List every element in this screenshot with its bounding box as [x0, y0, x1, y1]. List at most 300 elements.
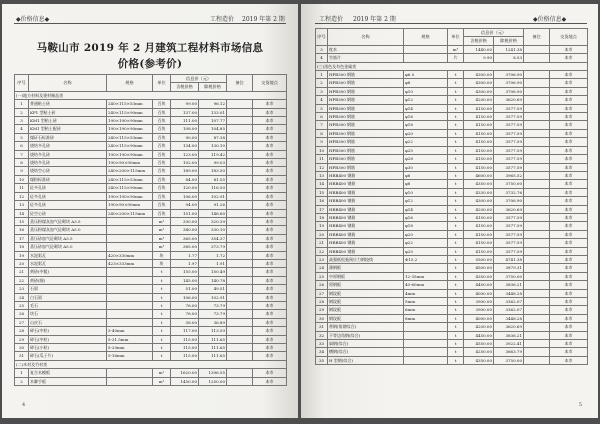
row-place: 本市 — [550, 71, 588, 79]
table-row — [316, 222, 588, 230]
row-spec — [107, 268, 153, 276]
table-row — [15, 293, 287, 301]
row-remark — [227, 142, 253, 150]
row-name: 烧结多孔砖 — [29, 142, 107, 150]
row-incl-tax: 76.00 — [171, 301, 199, 309]
table-row — [15, 226, 287, 234]
row-remark — [524, 222, 550, 230]
row-seq: 29 — [15, 335, 29, 343]
row-incl-tax: 108.00 — [171, 125, 199, 133]
row-unit: 百块 — [153, 184, 171, 192]
row-remark — [524, 255, 550, 263]
row-excl-tax: 102.91 — [199, 293, 227, 301]
col-price-group: 信息价（元） — [464, 29, 524, 37]
row-unit: m³ — [448, 45, 464, 53]
row-spec: 240×115×53mm — [107, 175, 153, 183]
row-spec: 423×333mm — [107, 259, 153, 267]
row-remark — [227, 209, 253, 217]
row-name: 槽钢(综合) — [328, 348, 404, 356]
row-seq: 12 — [316, 163, 328, 171]
row-spec: φ16 — [404, 213, 448, 221]
row-remark — [524, 264, 550, 272]
row-name: 竹筋片 — [328, 54, 404, 62]
row-incl-tax: 4350.00 — [464, 180, 494, 188]
row-place: 本市 — [550, 289, 588, 297]
row-spec: 240×115×53mm — [107, 100, 153, 108]
row-remark — [524, 104, 550, 112]
row-place: 本市 — [550, 79, 588, 87]
row-place: 本市 — [550, 197, 588, 205]
row-unit: t — [153, 310, 171, 318]
row-incl-tax: 106.00 — [171, 192, 199, 200]
row-excl-tax: 3706.90 — [494, 87, 524, 95]
row-name: HRB400 钢筋 — [328, 197, 404, 205]
row-excl-tax: 183.50 — [199, 167, 227, 175]
table-row — [15, 100, 287, 108]
table-row — [15, 150, 287, 158]
row-seq: 18 — [15, 243, 29, 251]
row-unit: t — [448, 171, 464, 179]
row-place: 本市 — [253, 318, 287, 326]
row-place: 本市 — [550, 213, 588, 221]
row-remark — [227, 175, 253, 183]
row-name: 水泥彩瓦 — [29, 251, 107, 259]
row-seq: 7 — [15, 150, 29, 158]
row-incl-tax: 99.00 — [171, 100, 199, 108]
row-excl-tax: 3577.59 — [494, 230, 524, 238]
table-row — [316, 298, 588, 306]
row-remark — [227, 251, 253, 259]
row-incl-tax: 4200.00 — [464, 205, 494, 213]
row-place: 本市 — [550, 188, 588, 196]
row-place: 本市 — [253, 217, 287, 225]
row-name: 黄砂(细) — [29, 276, 107, 284]
row-unit: t — [448, 348, 464, 356]
row-name: HRB400 钢筋 — [328, 230, 404, 238]
row-seq: 18 — [316, 213, 328, 221]
row-name: HRB400 钢筋 — [328, 171, 404, 179]
row-seq: 14 — [15, 209, 29, 217]
row-excl-tax: 3750.00 — [494, 356, 524, 364]
row-unit: 百块 — [153, 175, 171, 183]
row-name: HPB300 钢筋 — [328, 129, 404, 137]
table-row — [316, 323, 588, 331]
row-incl-tax: 115.00 — [171, 352, 199, 360]
row-seq: 28 — [15, 327, 29, 335]
row-incl-tax: 120.00 — [171, 184, 199, 192]
row-seq: 23 — [15, 285, 29, 293]
row-unit: t — [448, 314, 464, 322]
row-remark — [227, 243, 253, 251]
row-excl-tax: 1.91 — [199, 259, 227, 267]
row-name: 烧结多孔砖 — [29, 159, 107, 167]
row-incl-tax: 365.00 — [171, 234, 199, 242]
row-excl-tax: 1396.55 — [199, 369, 227, 377]
row-place: 本市 — [253, 377, 287, 385]
table-row — [15, 209, 287, 217]
row-seq: 8 — [316, 129, 328, 137]
row-excl-tax: 73.79 — [199, 310, 227, 318]
row-excl-tax: 1241.38 — [494, 45, 524, 53]
row-place: 本市 — [550, 281, 588, 289]
row-spec: φ16 — [404, 113, 448, 121]
row-unit: t — [448, 222, 464, 230]
right-header-badge: ◆价格信息◆ — [533, 16, 567, 23]
row-place: 本市 — [253, 142, 287, 150]
row-incl-tax: 4150.00 — [464, 129, 494, 137]
table-row — [316, 129, 588, 137]
row-place: 本市 — [550, 54, 588, 62]
row-seq: 21 — [15, 268, 29, 276]
row-spec: φ25 — [404, 247, 448, 255]
row-incl-tax: 90.00 — [171, 133, 199, 141]
row-remark — [524, 239, 550, 247]
row-place: 本市 — [253, 259, 287, 267]
right-page-number: 5 — [578, 402, 582, 408]
row-incl-tax: 330.00 — [171, 217, 199, 225]
row-place: 本市 — [253, 184, 287, 192]
row-seq: 17 — [316, 205, 328, 213]
row-unit: 百块 — [153, 159, 171, 167]
row-remark — [227, 234, 253, 242]
row-seq: 9 — [316, 138, 328, 146]
table-row — [316, 255, 588, 263]
row-place: 本市 — [253, 276, 287, 284]
row-seq: 13 — [15, 201, 29, 209]
row-incl-tax: 1440.00 — [464, 45, 494, 53]
row-place: 本市 — [550, 323, 588, 331]
row-unit: 百块 — [153, 133, 171, 141]
row-spec: φ8 — [404, 79, 448, 87]
row-seq: 2 — [15, 108, 29, 116]
row-spec — [107, 369, 153, 377]
row-seq: 13 — [316, 171, 328, 179]
row-incl-tax: 4150.00 — [464, 213, 494, 221]
row-seq: 28 — [316, 298, 328, 306]
row-excl-tax: 1250.00 — [199, 377, 227, 385]
row-seq: 20 — [316, 230, 328, 238]
row-place: 本市 — [253, 234, 287, 242]
row-incl-tax: 4600.00 — [464, 171, 494, 179]
table-row — [316, 230, 588, 238]
row-incl-tax: 4300.00 — [464, 197, 494, 205]
row-name: 普通粘土砖 — [29, 100, 107, 108]
row-unit: 百块 — [153, 167, 171, 175]
row-excl-tax: 36.89 — [199, 318, 227, 326]
row-incl-tax: 4250.00 — [464, 348, 494, 356]
row-seq: 26 — [15, 310, 29, 318]
row-name: 砼多孔砖 — [29, 184, 107, 192]
row-seq: 34 — [316, 348, 328, 356]
left-header-journal: 工程造价 — [210, 16, 235, 23]
left-price-table — [14, 74, 287, 386]
row-excl-tax: 3620.69 — [494, 323, 524, 331]
table-row — [316, 356, 588, 364]
row-spec: φ22 — [404, 239, 448, 247]
row-incl-tax: 4150.00 — [464, 113, 494, 121]
row-excl-tax: 3750.00 — [494, 272, 524, 280]
row-remark — [227, 285, 253, 293]
row-spec: 240×200×115mm — [107, 209, 153, 217]
row-seq: 14 — [316, 180, 328, 188]
row-name: 块石 — [29, 310, 107, 318]
row-spec: 240×200×115mm — [107, 167, 153, 175]
table-row — [316, 306, 588, 314]
row-spec: 8mm — [404, 314, 448, 322]
row-remark — [227, 318, 253, 326]
row-incl-tax: 111.00 — [171, 117, 199, 125]
row-name: 高强低松弛预应力钢绞线 — [328, 255, 404, 263]
row-incl-tax: 1450.00 — [171, 377, 199, 385]
row-place: 本市 — [253, 293, 287, 301]
row-excl-tax: 3577.59 — [494, 138, 524, 146]
row-remark — [524, 340, 550, 348]
row-excl-tax: 3448.28 — [494, 314, 524, 322]
row-excl-tax: 8.53 — [494, 54, 524, 62]
row-seq: 7 — [316, 121, 328, 129]
table-row — [316, 121, 588, 129]
row-excl-tax: 3577.59 — [494, 163, 524, 171]
row-spec: 190×90×90mm — [107, 159, 153, 167]
row-spec — [107, 285, 153, 293]
row-incl-tax: 4330.00 — [464, 188, 494, 196]
row-incl-tax: 4500.00 — [464, 264, 494, 272]
col-excl-tax: 除税价格 — [199, 83, 227, 91]
row-spec — [404, 331, 448, 339]
row-unit: t — [448, 213, 464, 221]
table-row — [15, 327, 287, 335]
row-name: 碎石(中粒) — [29, 327, 107, 335]
right-header-journal: 工程造价 — [319, 16, 344, 23]
row-unit: m² — [153, 369, 171, 377]
row-spec — [107, 217, 153, 225]
row-remark — [227, 133, 253, 141]
table-row — [15, 234, 287, 242]
table-row — [15, 318, 287, 326]
row-place: 本市 — [253, 251, 287, 259]
row-spec: 5mm — [404, 298, 448, 306]
row-remark — [227, 377, 253, 385]
row-place: 本市 — [253, 192, 287, 200]
row-excl-tax: 96.12 — [199, 100, 227, 108]
table-row — [15, 259, 287, 267]
row-remark — [227, 201, 253, 209]
col-excl-tax: 除税价格 — [494, 37, 524, 45]
left-header-badge: ◆价格信息◆ — [16, 16, 50, 23]
row-seq: 27 — [316, 289, 328, 297]
table-row — [15, 285, 287, 293]
col-remark: 备注 — [524, 29, 550, 46]
row-seq: 20 — [15, 259, 29, 267]
row-place: 本市 — [550, 272, 588, 280]
col-seq: 序号 — [15, 75, 29, 92]
row-seq: 30 — [316, 314, 328, 322]
row-place: 本市 — [550, 306, 588, 314]
row-excl-tax: 1.72 — [199, 251, 227, 259]
row-excl-tax: 3448.28 — [494, 289, 524, 297]
table-row — [15, 133, 287, 141]
row-unit: t — [153, 301, 171, 309]
row-name: 石屑 — [29, 285, 107, 293]
col-seq: 序号 — [316, 29, 328, 46]
table-row — [15, 125, 287, 133]
row-excl-tax: 3706.90 — [494, 197, 524, 205]
row-spec: φ6 — [404, 171, 448, 179]
row-unit: t — [448, 205, 464, 213]
row-excl-tax: 3577.59 — [494, 222, 524, 230]
row-seq: 21 — [316, 239, 328, 247]
row-remark — [524, 314, 550, 322]
row-name: 砼多孔砖 — [29, 192, 107, 200]
row-remark — [227, 159, 253, 167]
col-incl-tax: 含税价格 — [171, 83, 199, 91]
row-name: HRB400 钢筋 — [328, 213, 404, 221]
row-incl-tax: 51.00 — [171, 285, 199, 293]
row-remark — [524, 180, 550, 188]
row-remark — [227, 310, 253, 318]
row-unit: 百块 — [153, 192, 171, 200]
row-place: 本市 — [253, 175, 287, 183]
row-place: 本市 — [550, 340, 588, 348]
row-incl-tax: 84.00 — [171, 175, 199, 183]
table-row — [15, 251, 287, 259]
row-unit: 百块 — [153, 117, 171, 125]
table-row — [15, 268, 287, 276]
row-place: 本市 — [550, 87, 588, 95]
row-incl-tax: 189.00 — [171, 167, 199, 175]
row-name: 砼多孔砖 — [29, 201, 107, 209]
row-remark — [227, 217, 253, 225]
row-spec — [107, 293, 153, 301]
row-unit: t — [448, 298, 464, 306]
row-name: 砼空心砖 — [29, 209, 107, 217]
row-incl-tax: 4300.00 — [464, 87, 494, 95]
row-excl-tax: 3922.41 — [494, 340, 524, 348]
row-excl-tax: 3836.21 — [494, 331, 524, 339]
table-row — [316, 264, 588, 272]
table-row — [15, 217, 287, 225]
row-unit: m³ — [153, 217, 171, 225]
row-spec — [107, 276, 153, 284]
row-place: 本市 — [550, 239, 588, 247]
section-row — [15, 91, 287, 99]
row-remark — [524, 230, 550, 238]
row-unit: 百块 — [153, 201, 171, 209]
row-remark — [524, 54, 550, 62]
row-incl-tax: 4200.00 — [464, 323, 494, 331]
row-excl-tax: 3362.07 — [494, 306, 524, 314]
row-seq: 19 — [316, 222, 328, 230]
table-row — [15, 117, 287, 125]
document-title-line1: 马鞍山市 2019 年 2 月建筑工程材料市场信息 — [36, 42, 264, 54]
row-unit: t — [153, 335, 171, 343]
row-name: HPB300 钢筋 — [328, 121, 404, 129]
row-remark — [227, 352, 253, 360]
row-remark — [227, 226, 253, 234]
row-seq: 23 — [316, 255, 328, 263]
row-unit: t — [448, 104, 464, 112]
row-place: 本市 — [550, 121, 588, 129]
row-name: H 型钢(综合) — [328, 356, 404, 364]
section-row — [15, 360, 287, 368]
row-remark — [524, 323, 550, 331]
row-spec — [404, 45, 448, 53]
row-unit: 百块 — [153, 142, 171, 150]
row-incl-tax: 4150.00 — [464, 163, 494, 171]
row-seq: 1 — [15, 369, 29, 377]
row-excl-tax: 3577.59 — [494, 239, 524, 247]
row-name: 枕木 — [328, 45, 404, 53]
row-remark — [524, 356, 550, 364]
row-seq: 15 — [15, 217, 29, 225]
row-excl-tax: 111.65 — [199, 344, 227, 352]
row-incl-tax: 4150.00 — [464, 239, 494, 247]
col-place: 交货地点 — [550, 29, 588, 46]
row-incl-tax: 3900.00 — [464, 298, 494, 306]
row-spec — [404, 356, 448, 364]
row-spec — [107, 301, 153, 309]
row-remark — [524, 306, 550, 314]
row-spec: φ6.5 — [404, 71, 448, 79]
row-unit: 百块 — [153, 100, 171, 108]
row-place: 本市 — [253, 344, 287, 352]
row-incl-tax: 115.00 — [171, 335, 199, 343]
row-spec — [404, 54, 448, 62]
row-incl-tax: 1.77 — [171, 251, 199, 259]
row-seq: 29 — [316, 306, 328, 314]
row-name: 山皮石 — [29, 318, 107, 326]
row-name: HRB400 钢筋 — [328, 222, 404, 230]
row-incl-tax: 4150.00 — [464, 230, 494, 238]
row-unit: t — [153, 344, 171, 352]
row-place: 本市 — [550, 264, 588, 272]
row-remark — [524, 205, 550, 213]
table-row — [316, 138, 588, 146]
row-remark — [524, 298, 550, 306]
col-spec: 规格 — [404, 29, 448, 46]
row-remark — [524, 247, 550, 255]
row-incl-tax: 4150.00 — [464, 222, 494, 230]
row-place: 本市 — [253, 352, 287, 360]
row-remark — [524, 129, 550, 137]
row-excl-tax: 150.49 — [199, 268, 227, 276]
row-place: 本市 — [550, 104, 588, 112]
row-place: 本市 — [550, 298, 588, 306]
row-name: 复合木模板 — [29, 369, 107, 377]
section-title: (二)木材及竹材类 — [15, 360, 287, 368]
row-name: HPB300 钢筋 — [328, 96, 404, 104]
table-row — [15, 159, 287, 167]
table-row — [15, 377, 287, 385]
row-excl-tax: 373.79 — [199, 243, 227, 251]
row-excl-tax: 3577.59 — [494, 129, 524, 137]
row-seq: 3 — [316, 87, 328, 95]
row-spec — [107, 243, 153, 251]
row-remark — [524, 188, 550, 196]
row-place: 本市 — [550, 138, 588, 146]
row-unit: t — [448, 289, 464, 297]
row-place: 本市 — [253, 327, 287, 335]
row-spec: φ10 — [404, 188, 448, 196]
row-spec: 190×90×90mm — [107, 201, 153, 209]
row-seq: 10 — [316, 146, 328, 154]
row-incl-tax: 4150.00 — [464, 247, 494, 255]
row-incl-tax: 155.00 — [171, 268, 199, 276]
row-place: 本市 — [253, 167, 287, 175]
row-excl-tax: 3706.90 — [494, 79, 524, 87]
table-row — [316, 213, 588, 221]
row-place: 本市 — [550, 163, 588, 171]
